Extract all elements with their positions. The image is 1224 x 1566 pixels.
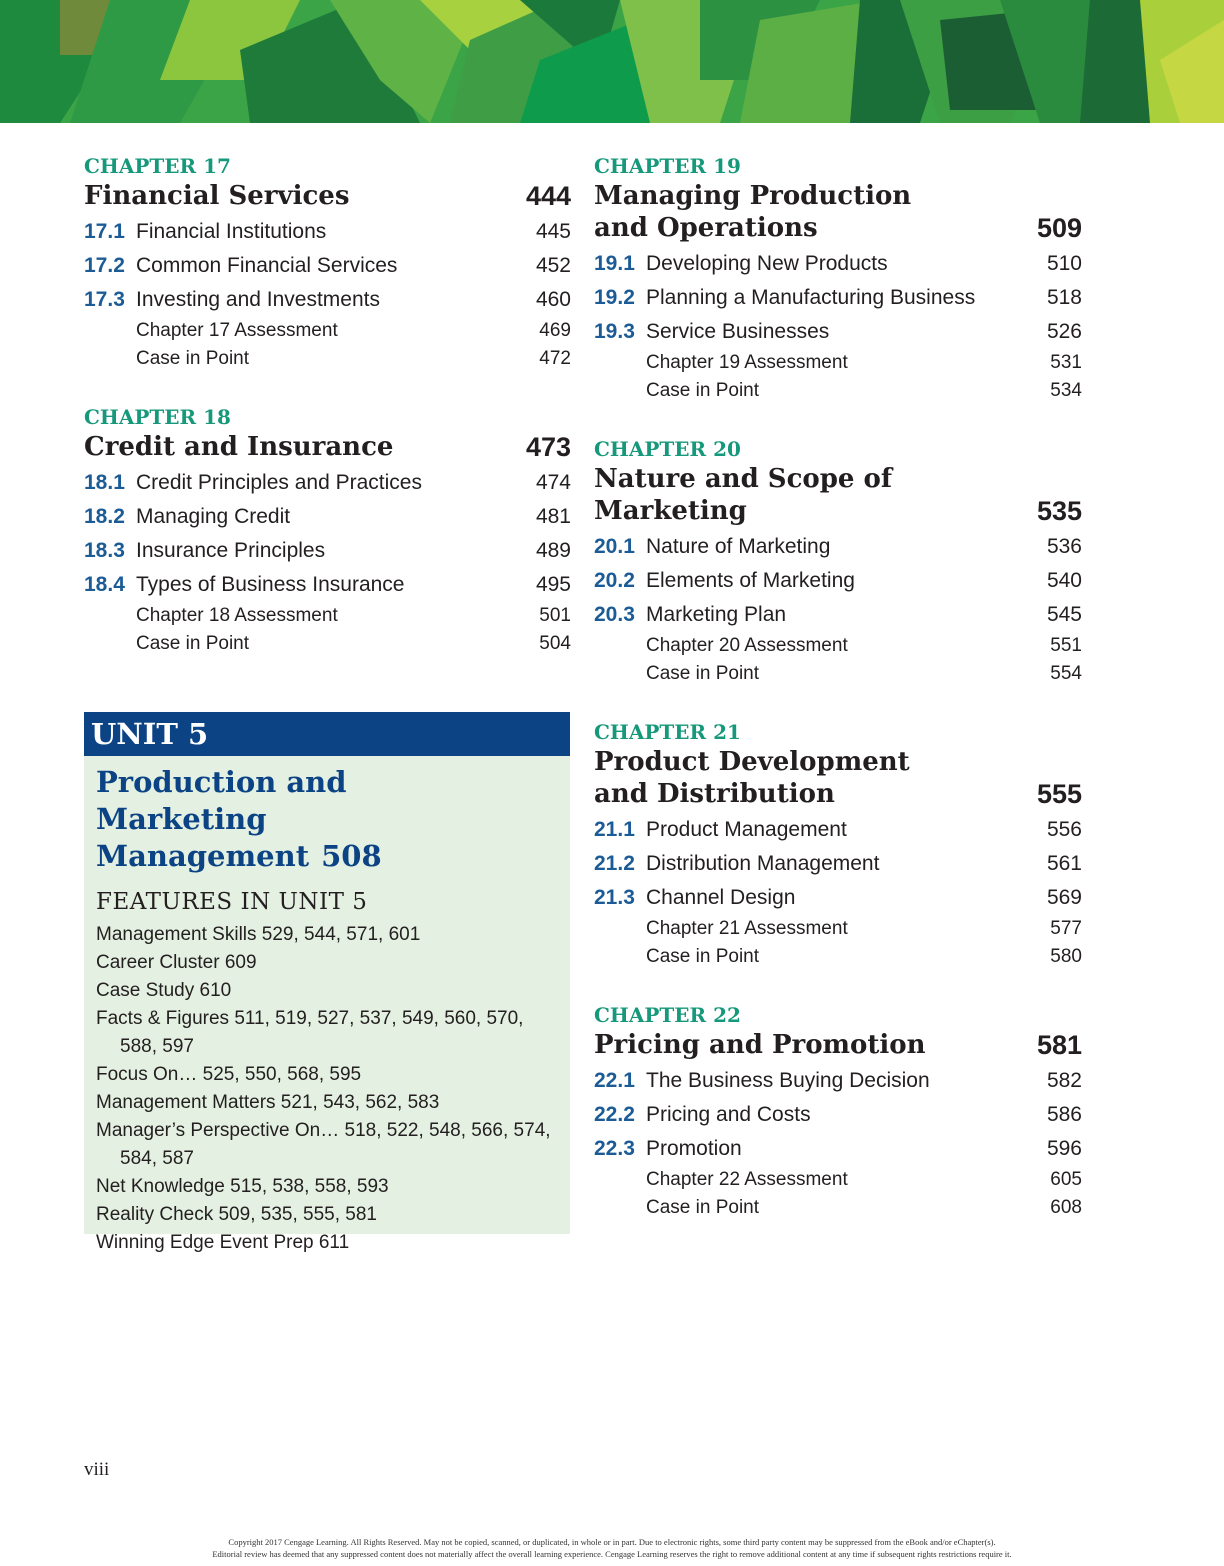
lesson-row[interactable]: [84, 466, 571, 500]
chapter-title-row: [84, 180, 571, 212]
extra-page: 501: [539, 605, 571, 626]
lesson-number: 20.1: [594, 535, 635, 558]
chapter-label: CHAPTER 21: [594, 720, 741, 744]
lesson-page: 596: [1046, 1137, 1082, 1160]
decorative-banner: [0, 0, 1224, 123]
copyright-line: Editorial review has deemed that any suppressed content does not materially affect the overall learning experience. Cengage Learning reserves the right to remove additional content at any time if subsequent rights restrictions require it.: [212, 1549, 1012, 1559]
lesson-row[interactable]: [594, 1064, 1082, 1098]
unit-5-box: [84, 712, 570, 1253]
chapter-19: [594, 152, 1082, 405]
lesson-row[interactable]: [594, 315, 1082, 349]
case-in-point-row[interactable]: [594, 1194, 1082, 1222]
unit-title[interactable]: [84, 756, 570, 875]
lesson-title: Marketing Plan: [646, 603, 787, 626]
lesson-row[interactable]: [84, 500, 571, 534]
extra-title: Case in Point: [136, 348, 250, 369]
lesson-page: 540: [1046, 569, 1082, 592]
feature-item: Facts & Figures 511, 519, 527, 537, 549, 560, 570, 588, 597: [96, 1008, 524, 1057]
feature-item: Manager’s Perspective On… 518, 522, 548, 566, 574, 584, 587: [96, 1120, 551, 1169]
case-in-point-row[interactable]: [84, 345, 571, 373]
lesson-row[interactable]: [594, 281, 1082, 315]
lesson-page: 518: [1046, 286, 1082, 309]
chapter-page: 535: [1036, 496, 1082, 526]
lesson-title: Pricing and Costs: [646, 1103, 811, 1126]
unit-title-line2: Marketing Management: [96, 802, 310, 873]
lesson-title: Investing and Investments: [136, 288, 380, 311]
lesson-page: 561: [1046, 852, 1082, 875]
extra-page: 534: [1050, 380, 1082, 401]
lesson-title: Product Management: [646, 818, 847, 841]
lesson-page: 536: [1046, 535, 1082, 558]
lesson-row[interactable]: [594, 881, 1082, 915]
lesson-row[interactable]: [84, 568, 571, 602]
feature-item: Focus On… 525, 550, 568, 595: [96, 1064, 362, 1085]
chapter-title: Pricing and Promotion: [594, 1030, 926, 1060]
chapter-title: Product Development and Distribution: [594, 747, 910, 809]
feature-item: Case Study 610: [96, 980, 232, 1001]
extra-title: Chapter 17 Assessment: [136, 320, 338, 341]
chapter-20: [594, 435, 1082, 688]
lesson-page: 445: [535, 220, 571, 243]
lesson-row[interactable]: [84, 283, 571, 317]
extra-page: 472: [539, 348, 571, 369]
lesson-list: [84, 215, 571, 317]
lesson-page: 495: [535, 573, 571, 596]
lesson-title: Developing New Products: [646, 252, 888, 275]
lesson-title: Distribution Management: [646, 852, 880, 875]
unit-page: 508: [321, 839, 382, 873]
extra-title: Case in Point: [646, 663, 760, 684]
lesson-row[interactable]: [594, 598, 1082, 632]
case-in-point-row[interactable]: [594, 377, 1082, 405]
extra-page: 554: [1050, 663, 1082, 684]
assessment-row[interactable]: [594, 915, 1082, 943]
extra-title: Chapter 20 Assessment: [646, 635, 848, 656]
lesson-page: 545: [1046, 603, 1082, 626]
lesson-page: 510: [1046, 252, 1082, 275]
lesson-row[interactable]: [594, 1098, 1082, 1132]
right-column: [594, 152, 1082, 1252]
lesson-title: Service Businesses: [646, 320, 830, 343]
chapter-title-row: [594, 1029, 1082, 1061]
lesson-page: 460: [535, 288, 571, 311]
copyright-notice: [0, 1536, 1224, 1560]
chapter-title-row: [594, 463, 1082, 527]
chapter-title: Nature and Scope of Marketing: [594, 464, 893, 526]
unit-title-line2-row: [96, 801, 558, 875]
feature-item: Reality Check 509, 535, 555, 581: [96, 1204, 377, 1225]
assessment-row[interactable]: [594, 1166, 1082, 1194]
case-in-point-row[interactable]: [594, 943, 1082, 971]
chapter-title-row: [594, 746, 1082, 810]
chapter-title-row: [594, 180, 1082, 244]
lesson-title: Nature of Marketing: [646, 535, 831, 558]
extra-page: 551: [1050, 635, 1082, 656]
lesson-number: 19.3: [594, 320, 635, 343]
extra-title: Case in Point: [646, 1197, 760, 1218]
lesson-number: 18.3: [84, 539, 125, 562]
copyright-line: Copyright 2017 Cengage Learning. All Rights Reserved. May not be copied, scanned, or duplicated, in whole or in part. Due to electronic rights, some third party content may be suppressed from the eBook and/or eChapter(s).: [228, 1537, 996, 1547]
lesson-list: [594, 247, 1082, 349]
chapter-label: CHAPTER 19: [594, 154, 741, 178]
lesson-number: 18.4: [84, 573, 125, 596]
extra-page: 580: [1050, 946, 1082, 967]
lesson-page: 474: [535, 471, 571, 494]
lesson-title: Common Financial Services: [136, 254, 398, 277]
chapter-page: 581: [1036, 1030, 1082, 1060]
extra-title: Case in Point: [646, 946, 760, 967]
lesson-number: 20.2: [594, 569, 635, 592]
left-column: [84, 152, 571, 688]
feature-item: Net Knowledge 515, 538, 558, 593: [96, 1176, 389, 1197]
lesson-number: 18.1: [84, 471, 125, 494]
geometric-pattern: [0, 0, 1224, 123]
lesson-title: Managing Credit: [136, 505, 291, 528]
lesson-row[interactable]: [594, 847, 1082, 881]
assessment-row[interactable]: [84, 602, 571, 630]
lesson-list: [594, 1064, 1082, 1166]
case-in-point-row[interactable]: [84, 630, 571, 658]
page-number: viii: [84, 1459, 110, 1480]
lesson-title: Types of Business Insurance: [136, 573, 405, 596]
lesson-number: 21.3: [594, 886, 635, 909]
features-list: [84, 917, 570, 1257]
lesson-title: Credit Principles and Practices: [136, 471, 422, 494]
extra-title: Chapter 19 Assessment: [646, 352, 848, 373]
lesson-page: 582: [1046, 1069, 1082, 1092]
extra-title: Chapter 22 Assessment: [646, 1169, 848, 1190]
lesson-number: 17.3: [84, 288, 125, 311]
features-heading: FEATURES IN UNIT 5: [96, 889, 368, 915]
chapter-page: 473: [525, 432, 571, 462]
lesson-row[interactable]: [594, 1132, 1082, 1166]
lesson-page: 556: [1046, 818, 1082, 841]
extra-page: 531: [1050, 352, 1082, 373]
lesson-row[interactable]: [594, 564, 1082, 598]
chapter-18: [84, 403, 571, 658]
lesson-number: 20.3: [594, 603, 635, 626]
lesson-row[interactable]: [594, 813, 1082, 847]
lesson-number: 17.2: [84, 254, 125, 277]
chapter-label: CHAPTER 18: [84, 405, 231, 429]
lesson-number: 19.1: [594, 252, 635, 275]
assessment-row[interactable]: [84, 317, 571, 345]
assessment-row[interactable]: [594, 632, 1082, 660]
lesson-title: Insurance Principles: [136, 539, 326, 562]
lesson-list: [594, 813, 1082, 915]
extra-title: Case in Point: [646, 380, 760, 401]
feature-item: Management Skills 529, 544, 571, 601: [96, 924, 421, 945]
lesson-title: The Business Buying Decision: [646, 1069, 930, 1092]
lesson-number: 22.2: [594, 1103, 635, 1126]
feature-item: Career Cluster 609: [96, 952, 257, 973]
lesson-row[interactable]: [84, 249, 571, 283]
lesson-row[interactable]: [594, 247, 1082, 281]
extra-page: 608: [1050, 1197, 1082, 1218]
lesson-page: 526: [1046, 320, 1082, 343]
lesson-number: 21.1: [594, 818, 635, 841]
lesson-page: 452: [535, 254, 571, 277]
lesson-number: 21.2: [594, 852, 635, 875]
chapter-22: [594, 1001, 1082, 1222]
lesson-page: 569: [1046, 886, 1082, 909]
chapter-21: [594, 718, 1082, 971]
case-in-point-row[interactable]: [594, 660, 1082, 688]
unit-label: UNIT 5: [84, 712, 570, 756]
feature-item: Winning Edge Event Prep 611: [96, 1232, 350, 1253]
assessment-row[interactable]: [594, 349, 1082, 377]
lesson-list: [84, 466, 571, 602]
lesson-title: Planning a Manufacturing Business: [646, 286, 976, 309]
lesson-number: 18.2: [84, 505, 125, 528]
lesson-number: 19.2: [594, 286, 635, 309]
chapter-page: 555: [1036, 779, 1082, 809]
lesson-title: Elements of Marketing: [646, 569, 855, 592]
extra-title: Case in Point: [136, 633, 250, 654]
lesson-number: 17.1: [84, 220, 125, 243]
lesson-row[interactable]: [594, 530, 1082, 564]
chapter-page: 509: [1036, 213, 1082, 243]
lesson-page: 586: [1046, 1103, 1082, 1126]
lesson-number: 22.3: [594, 1137, 635, 1160]
chapter-title: Financial Services: [84, 181, 350, 211]
chapter-page: 444: [525, 181, 571, 211]
chapter-label: CHAPTER 17: [84, 154, 231, 178]
chapter-title: Credit and Insurance: [84, 432, 394, 462]
extra-title: Chapter 21 Assessment: [646, 918, 848, 939]
lesson-title: Financial Institutions: [136, 220, 327, 243]
lesson-row[interactable]: [84, 534, 571, 568]
lesson-page: 489: [535, 539, 571, 562]
chapter-17: [84, 152, 571, 373]
lesson-number: 22.1: [594, 1069, 635, 1092]
extra-title: Chapter 18 Assessment: [136, 605, 338, 626]
chapter-title-row: [84, 431, 571, 463]
extra-page: 605: [1050, 1169, 1082, 1190]
unit-title-line1: Production and: [96, 765, 347, 799]
chapter-title: Managing Production and Operations: [594, 181, 912, 243]
lesson-row[interactable]: [84, 215, 571, 249]
extra-page: 504: [539, 633, 571, 654]
chapter-label: CHAPTER 20: [594, 437, 741, 461]
lesson-list: [594, 530, 1082, 632]
lesson-title: Channel Design: [646, 886, 796, 909]
extra-page: 469: [539, 320, 571, 341]
feature-item: Management Matters 521, 543, 562, 583: [96, 1092, 440, 1113]
lesson-title: Promotion: [646, 1137, 742, 1160]
extra-page: 577: [1050, 918, 1082, 939]
chapter-label: CHAPTER 22: [594, 1003, 741, 1027]
lesson-page: 481: [535, 505, 571, 528]
